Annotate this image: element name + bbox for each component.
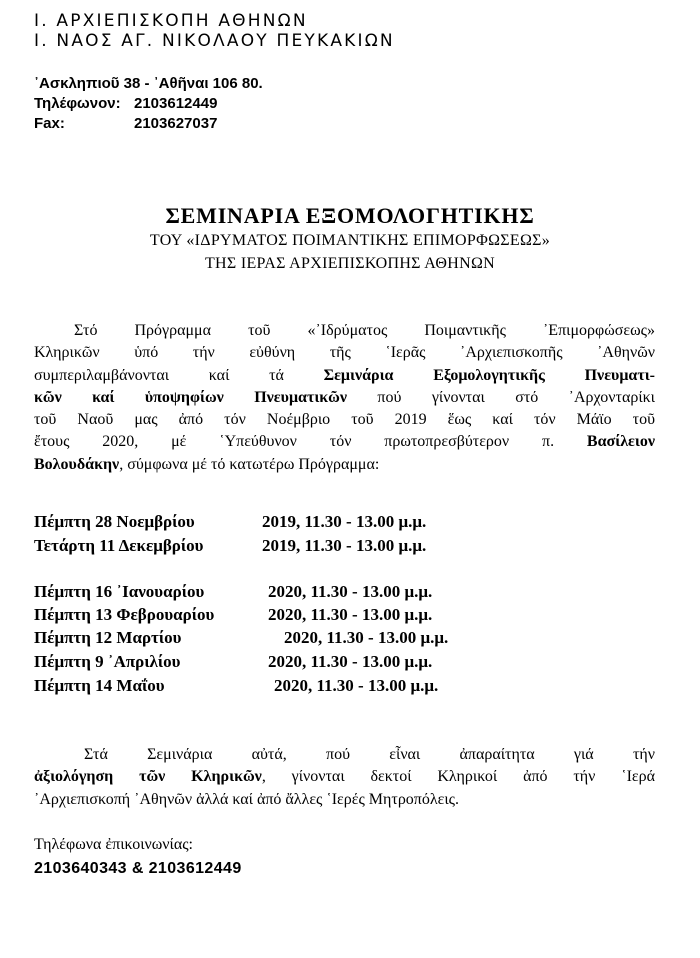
contact-phones: 2103640343 & 2103612449: [34, 860, 242, 877]
schedule-date: Πέμπτη 14 Μαΐου: [34, 676, 165, 695]
fax-line: [34, 114, 218, 134]
intro-line: [34, 365, 655, 387]
schedule-time: 2020, 11.30 - 13.00 μ.μ.: [268, 652, 433, 671]
intro-line: τοῦ Ναοῦ μας ἀπό τόν Νοέμβριο τοῦ 2019 ἕως καί τόν Μάϊο τοῦ: [34, 411, 655, 429]
archdiocese-header: Ι. ΑΡΧΙΕΠΙΣΚΟΠΗ ΑΘΗΝΩΝ: [34, 11, 308, 31]
schedule-time: 2020, 11.30 - 13.00 μ.μ.: [268, 582, 433, 601]
schedule-time: 2020, 11.30 - 13.00 μ.μ.: [284, 628, 449, 647]
schedule-date: Πέμπτη 13 Φεβρουαρίου: [34, 605, 215, 624]
document-subtitle-institution: ΤΟΥ «ΙΔΡΥΜΑΤΟΣ ΠΟΙΜΑΝΤΙΚΗΣ ΕΠΙΜΟΡΦΩΣΕΩΣ»: [149, 232, 551, 249]
document-title: ΣΕΜΙΝΑΡΙΑ ΕΞΟΜΟΛΟΓΗΤΙΚΗΣ: [165, 203, 535, 228]
phone-line: [34, 94, 218, 114]
schedule-date: Πέμπτη 9 ᾿Απριλίου: [34, 652, 181, 671]
closing-text: , γίνονται δεκτοί Κληρικοί ἀπό τήν ῾Ιερά: [261, 768, 656, 786]
schedule-date: Πέμπτη 12 Μαρτίου: [34, 628, 182, 647]
phone-label: Τηλέφωνον:: [34, 95, 121, 112]
closing-line: Στά Σεμινάρια αὐτά, πού εἶναι ἀπαραίτητα γιά τήν: [84, 746, 655, 763]
intro-text: ἔτους 2020, μέ ῾Υπεύθυνον τόν πρωτοπρεσβύτερον π.: [34, 433, 587, 451]
schedule-date: Πέμπτη 28 Νοεμβρίου: [34, 512, 195, 531]
phone-value: 2103612449: [134, 95, 218, 112]
parish-header: Ι. ΝΑΟΣ ΑΓ. ΝΙΚΟΛΑΟΥ ΠΕΥΚΑΚΙΩΝ: [34, 31, 395, 51]
intro-line: [34, 431, 655, 453]
fax-label: Fax:: [34, 115, 65, 132]
intro-line: Στό Πρόγραμμα τοῦ «᾿Ιδρύματος Ποιμαντικῆς ᾿Επιμορφώσεως»: [74, 322, 655, 339]
priest-first-name: Βασίλειον: [586, 433, 655, 451]
seminar-name-bold-cont: κῶν καί ὑποψηφίων Πνευματικῶν: [34, 388, 348, 406]
fax-value: 2103627037: [134, 115, 218, 132]
intro-line: [34, 454, 655, 476]
schedule-time: 2020, 11.30 - 13.00 μ.μ.: [274, 676, 439, 695]
document-subtitle-archdiocese: ΤΗΣ ΙΕΡΑΣ ΑΡΧΙΕΠΙΣΚΟΠΗΣ ΑΘΗΝΩΝ: [204, 255, 496, 272]
intro-text: πού γίνονται στό ᾿Αρχονταρίκι: [347, 388, 655, 406]
schedule-date: Πέμπτη 16 ᾿Ιανουαρίου: [34, 582, 205, 601]
schedule-date: Τετάρτη 11 Δεκεμβρίου: [34, 536, 204, 555]
schedule-time: 2019, 11.30 - 13.00 μ.μ.: [262, 512, 427, 531]
schedule-time: 2019, 11.30 - 13.00 μ.μ.: [262, 536, 427, 555]
schedule-time: 2020, 11.30 - 13.00 μ.μ.: [268, 605, 433, 624]
priest-last-name: Βολουδάκην: [34, 455, 120, 473]
address-line: ᾿Ασκληπιοῦ 38 - ᾿Αθῆναι 106 80.: [34, 75, 263, 92]
closing-paragraph: [34, 744, 655, 811]
intro-text: , σύμφωνα μέ τό κατωτέρω Πρόγραμμα:: [119, 455, 380, 473]
intro-paragraph: [34, 320, 655, 476]
clergy-evaluation-bold: ἀξιολόγηση τῶν Κληρικῶν: [34, 768, 262, 786]
closing-line: ᾿Αρχιεπισκοπή ᾿Αθηνῶν ἀλλά καί ἀπό ἄλλες ῾Ιερές Μητροπόλεις.: [34, 790, 459, 808]
intro-line: Κληρικῶν ὑπό τήν εὐθύνη τῆς ῾Ιερᾶς ᾿Αρχιεπισκοπῆς ᾿Αθηνῶν: [34, 344, 655, 362]
seminar-name-bold: Σεμινάρια Εξομολογητικῆς Πνευματι-: [323, 366, 655, 384]
intro-text: συμπεριλαμβάνονται καί τά: [34, 366, 324, 384]
closing-line: [34, 766, 655, 788]
intro-line: [34, 387, 655, 409]
contact-label: Τηλέφωνα ἐπικοινωνίας:: [34, 836, 193, 853]
